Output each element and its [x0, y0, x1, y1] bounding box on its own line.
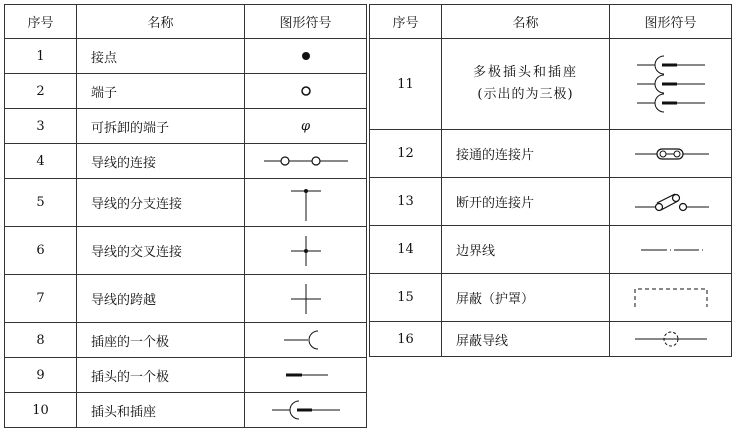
table-row [5, 109, 367, 144]
row-name: 接通的连接片 [442, 130, 610, 178]
header-row [5, 5, 367, 39]
row-num: 16 [370, 322, 442, 357]
row-name: 边界线 [442, 226, 610, 274]
row-num: 13 [370, 178, 442, 226]
row-name: 导线的分支连接 [77, 179, 245, 227]
closed-link-icon [621, 144, 721, 164]
open-link-icon [621, 187, 721, 217]
boundary-line-icon [621, 240, 721, 260]
row-num: 11 [370, 39, 442, 130]
table-row [370, 130, 732, 178]
socket-pole-icon [256, 328, 356, 352]
table-row [5, 275, 367, 323]
row-name: 断开的连接片 [442, 178, 610, 226]
three-pole-plug-socket-icon [621, 39, 721, 129]
row-name: 导线的交叉连接 [77, 227, 245, 275]
row-name: 插头的一个极 [77, 358, 245, 393]
dot-icon [256, 46, 356, 66]
table-row [5, 393, 367, 428]
plug-pole-icon [256, 365, 356, 385]
row-name: 屏蔽（护罩） [442, 274, 610, 322]
table-row [5, 144, 367, 179]
table-row [5, 323, 367, 358]
wire-connection-icon [256, 151, 356, 171]
header-symbol: 图形符号 [610, 5, 732, 39]
table-row [5, 179, 367, 227]
row-num: 3 [5, 109, 77, 144]
table-row [370, 226, 732, 274]
row-num: 2 [5, 74, 77, 109]
circle-icon [256, 81, 356, 101]
row-name: 可拆卸的端子 [77, 109, 245, 144]
row-num: 1 [5, 39, 77, 74]
cross-connection-icon [256, 231, 356, 271]
row-num: 14 [370, 226, 442, 274]
table-row [5, 39, 367, 74]
table-row [5, 358, 367, 393]
shield-icon [621, 283, 721, 313]
phi-symbol: φ [300, 118, 311, 134]
header-num: 序号 [370, 5, 442, 39]
header-num: 序号 [5, 5, 77, 39]
row-num: 7 [5, 275, 77, 323]
header-name: 名称 [442, 5, 610, 39]
table-row [370, 178, 732, 226]
row-name: 插座的一个极 [77, 323, 245, 358]
shielded-wire-icon [621, 327, 721, 351]
row-name: 导线的连接 [77, 144, 245, 179]
table-row [370, 274, 732, 322]
row-name: 接点 [77, 39, 245, 74]
table-row [5, 227, 367, 275]
row-num: 5 [5, 179, 77, 227]
row-name-line1: 多极插头和插座 [472, 65, 578, 80]
left-symbol-table [4, 4, 367, 428]
row-num: 9 [5, 358, 77, 393]
right-symbol-table [369, 4, 732, 357]
table-row [370, 322, 732, 357]
row-name [442, 39, 610, 130]
header-symbol: 图形符号 [245, 5, 367, 39]
plug-and-socket-icon [256, 398, 356, 422]
header-name: 名称 [77, 5, 245, 39]
row-num: 4 [5, 144, 77, 179]
table-row [5, 74, 367, 109]
wire-crossover-icon [256, 279, 356, 319]
row-name: 屏蔽导线 [442, 322, 610, 357]
row-name: 插头和插座 [77, 393, 245, 428]
branch-connection-icon [256, 183, 356, 223]
row-num: 12 [370, 130, 442, 178]
row-num: 15 [370, 274, 442, 322]
row-name: 导线的跨越 [77, 275, 245, 323]
row-num: 10 [5, 393, 77, 428]
row-num: 8 [5, 323, 77, 358]
row-name-line2: (示出的为三极) [477, 87, 574, 102]
header-row [370, 5, 732, 39]
row-name: 端子 [77, 74, 245, 109]
row-num: 6 [5, 227, 77, 275]
